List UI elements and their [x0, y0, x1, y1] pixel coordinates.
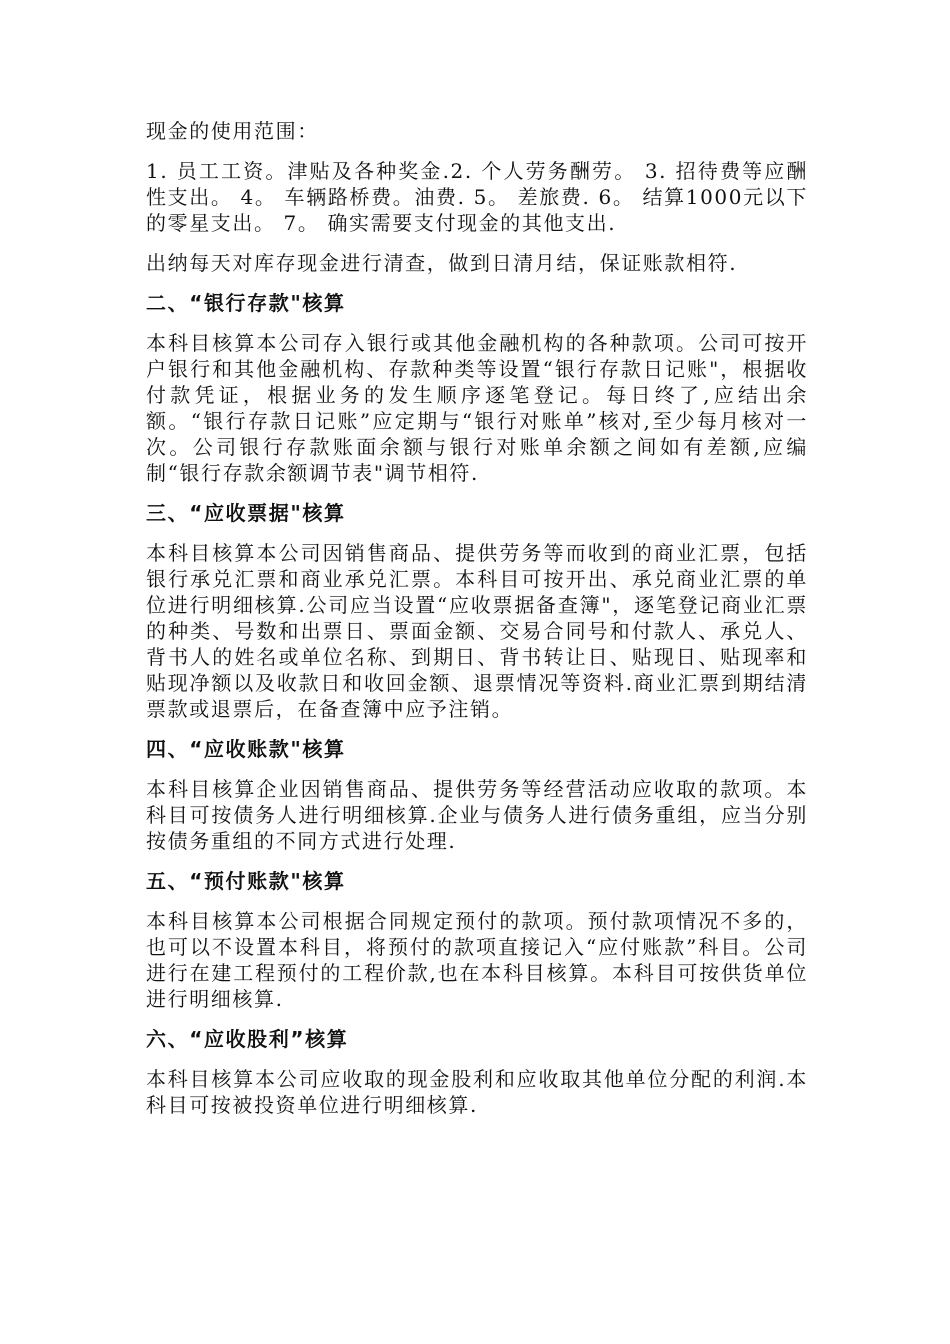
daily-check-paragraph: 出纳每天对库存现金进行清查，做到日清月结，保证账款相符. [146, 251, 738, 275]
document-page [146, 118, 808, 1132]
section-heading-prepayments: 五、“预付账款"核算 [146, 869, 346, 893]
section-body-notes-receivable: 本科目核算本公司因销售商品、提供劳务等而收到的商业汇票，包括银行承兑汇票和商业承兑汇票。本科目可按开出、承兑商业汇票的单位进行明细核算.公司应当设置“应收票据备查簿"，逐笔登记商业汇票的种类、号数和出票日、票面金额、交易合同号和付款人、承兑人、背书人的姓名或单位名称、到期日、背书转让日、贴现日、贴现率和贴现净额以及收款日和收回金额、退票情况等资料.商业汇票到期结清票款或退票后，在备查簿中应予注销。 [146, 541, 808, 721]
section-heading-dividends-receivable: 六、“应收股利”核算 [146, 1027, 349, 1051]
intro-title: 现金的使用范围： [146, 119, 319, 143]
section-heading-accounts-receivable: 四、“应收账款"核算 [146, 737, 346, 761]
section-heading-bank-deposit: 二、“银行存款"核算 [146, 291, 346, 315]
cash-scope-list: 1. 员工工资。津贴及各种奖金.2. 个人劳务酬劳。 3. 招待费等应酬性支出。 4。 车辆路桥费。油费. 5。 差旅费. 6。 结算1000元以下的零星支出。 7。 确实需要支付现金的其他支出. [146, 159, 808, 235]
section-heading-notes-receivable: 三、“应收票据"核算 [146, 501, 346, 525]
section-body-bank-deposit: 本科目核算本公司存入银行或其他金融机构的各种款项。公司可按开户银行和其他金融机构、存款种类等设置“银行存款日记账"，根据收付款凭证，根据业务的发生顺序逐笔登记。每日终了,应结出余额。“银行存款日记账”应定期与“银行对账单”核对,至少每月核对一次。公司银行存款账面余额与银行对账单余额之间如有差额,应编制“银行存款余额调节表"调节相符. [146, 331, 808, 485]
section-body-accounts-receivable: 本科目核算企业因销售商品、提供劳务等经营活动应收取的款项。本科目可按债务人进行明细核算.企业与债务人进行债务重组，应当分别按债务重组的不同方式进行处理. [146, 777, 808, 853]
section-body-prepayments: 本科目核算本公司根据合同规定预付的款项。预付款项情况不多的，也可以不设置本科目，将预付的款项直接记入“应付账款”科目。公司进行在建工程预付的工程价款,也在本科目核算。本科目可按供货单位进行明细核算. [146, 909, 808, 1011]
section-body-dividends-receivable: 本科目核算本公司应收取的现金股利和应收取其他单位分配的利润.本科目可按被投资单位进行明细核算. [146, 1067, 808, 1117]
